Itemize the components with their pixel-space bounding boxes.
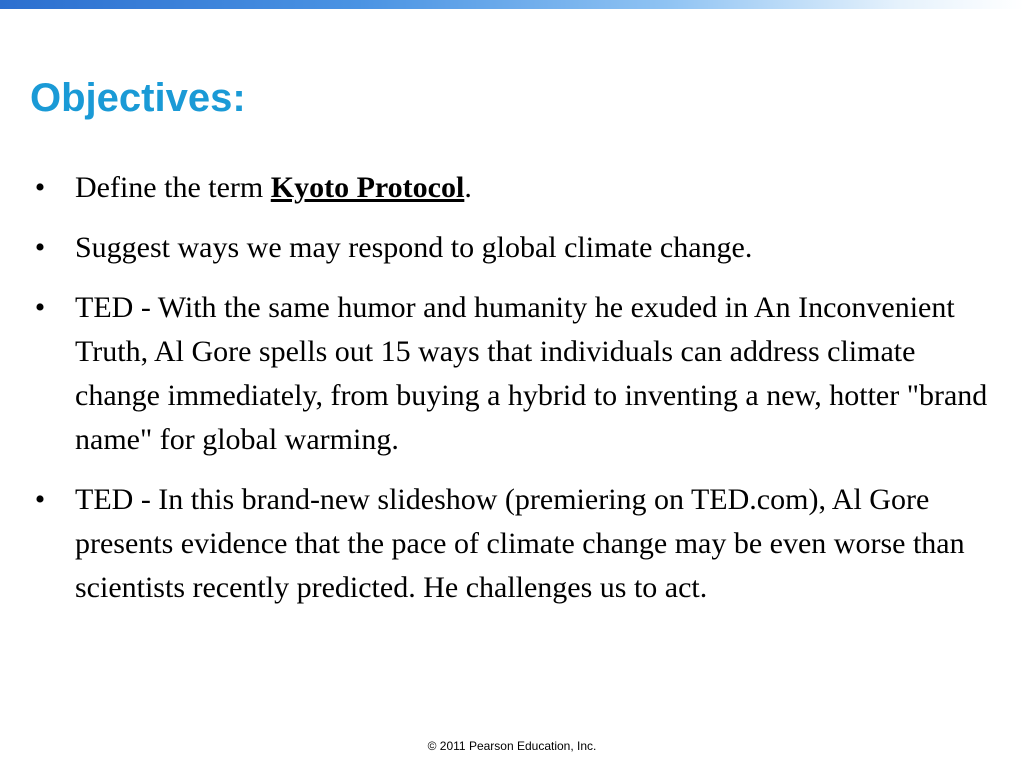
- bullet-icon: •: [34, 483, 46, 516]
- slide-title: Objectives:: [30, 76, 246, 120]
- objectives-list: [30, 166, 1005, 626]
- copyright-footer: © 2011 Pearson Education, Inc.: [427, 739, 597, 753]
- objective-item-ted-slideshow: [30, 478, 1005, 610]
- objective-item-respond: [30, 226, 1005, 270]
- bullet-icon: •: [34, 291, 46, 324]
- top-accent-band: [0, 0, 1024, 9]
- bullet-icon: •: [34, 231, 46, 264]
- kyoto-protocol-term: Kyoto Protocol: [270, 171, 465, 204]
- objective-item-ted-ways: [30, 286, 1005, 462]
- objective-text-prefix: Define the term: [75, 171, 271, 204]
- objective-text: Suggest ways we may respond to global climate change.: [75, 231, 753, 264]
- objective-item-kyoto: [30, 166, 1005, 210]
- objective-text-suffix: .: [464, 171, 472, 204]
- objective-text: TED - In this brand-new slideshow (premiering on TED.com), Al Gore presents evidence that the pace of climate change may be even worse than scientists recently predicted. He challenges us to act.: [75, 483, 965, 604]
- bullet-icon: •: [34, 171, 46, 204]
- objective-text: TED - With the same humor and humanity he exuded in An Inconvenient Truth, Al Gore spells out 15 ways that individuals can address climate change immediately, from buying a hybrid to inventing a new, hotter "brand name" for global warming.: [75, 291, 988, 456]
